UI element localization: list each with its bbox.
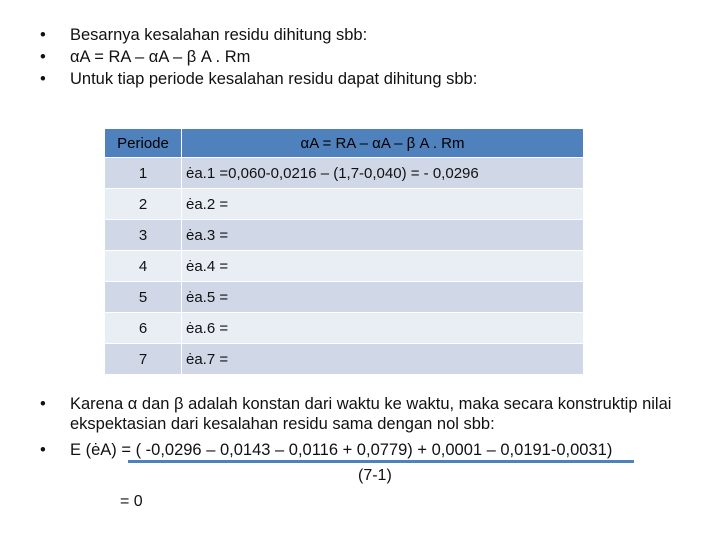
period-cell: 1 bbox=[105, 158, 182, 189]
bullet-dot: • bbox=[40, 26, 46, 44]
bullet-item bbox=[40, 440, 700, 460]
period-cell: 6 bbox=[105, 313, 182, 344]
residual-cell: ėa.5 = bbox=[182, 282, 584, 313]
period-cell: 5 bbox=[105, 282, 182, 313]
residual-cell: ėa.3 = bbox=[182, 220, 584, 251]
header-formula: αA = RA – αA – β A . Rm bbox=[182, 129, 584, 158]
residual-cell: ėa.1 =0,060-0,0216 – (1,7-0,040) = - 0,0296 bbox=[182, 158, 584, 189]
residual-error-table bbox=[104, 128, 584, 375]
bullet-item bbox=[40, 24, 700, 46]
table-row bbox=[105, 220, 584, 251]
bullet-dot: • bbox=[40, 70, 46, 88]
fraction-line bbox=[128, 460, 634, 463]
period-cell: 2 bbox=[105, 189, 182, 220]
expectation-numerator: E (ėA) = ( -0,0296 – 0,0143 – 0,0116 + 0,0779) + 0,0001 – 0,0191-0,0031) bbox=[70, 441, 613, 459]
expectation-result: = 0 bbox=[120, 493, 143, 510]
conclusion-bullet-list bbox=[40, 394, 700, 460]
bullet-item bbox=[40, 68, 700, 90]
residual-cell: ėa.2 = bbox=[182, 189, 584, 220]
residual-cell: ėa.4 = bbox=[182, 251, 584, 282]
bullet-dot: • bbox=[40, 441, 46, 459]
intro-bullet-list bbox=[40, 24, 700, 90]
table-row bbox=[105, 344, 584, 375]
bullet-item bbox=[40, 394, 700, 434]
period-cell: 7 bbox=[105, 344, 182, 375]
bullet-text: Karena α dan β adalah konstan dari waktu ke waktu, maka secara konstruktip nilai ekspektasian dari kesalahan residu sama dengan nol sbb: bbox=[70, 395, 672, 433]
bullet-text: Untuk tiap periode kesalahan residu dapat dihitung sbb: bbox=[70, 70, 478, 88]
fraction-denominator: (7-1) bbox=[358, 467, 392, 484]
bullet-text: αA = RA – αA – β A . Rm bbox=[70, 48, 251, 66]
table-row bbox=[105, 251, 584, 282]
bullet-dot: • bbox=[40, 395, 46, 413]
period-cell: 4 bbox=[105, 251, 182, 282]
residual-cell: ėa.7 = bbox=[182, 344, 584, 375]
table-row bbox=[105, 189, 584, 220]
bullet-item bbox=[40, 46, 700, 68]
residual-cell: ėa.6 = bbox=[182, 313, 584, 344]
period-cell: 3 bbox=[105, 220, 182, 251]
header-periode: Periode bbox=[105, 129, 182, 158]
table-header-row bbox=[105, 129, 584, 158]
table-row bbox=[105, 158, 584, 189]
bullet-dot: • bbox=[40, 48, 46, 66]
bullet-text: Besarnya kesalahan residu dihitung sbb: bbox=[70, 26, 368, 44]
table-row bbox=[105, 313, 584, 344]
table-row bbox=[105, 282, 584, 313]
